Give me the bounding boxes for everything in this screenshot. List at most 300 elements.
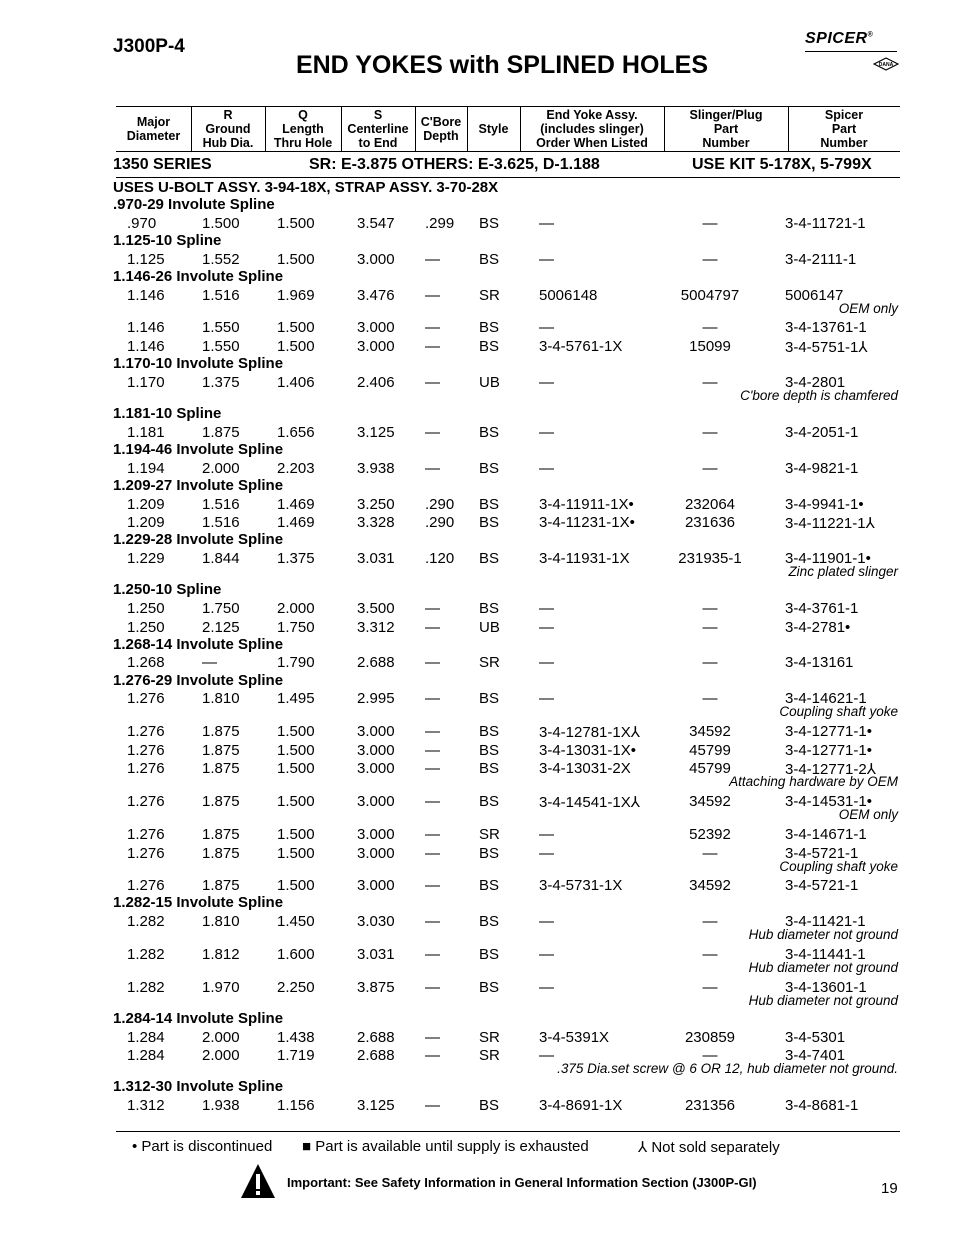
spline-section-title: 1.276-29 Involute Spline bbox=[113, 672, 284, 689]
table-cell: 34592 bbox=[689, 877, 731, 894]
table-cell: 1.790 bbox=[277, 654, 315, 671]
table-cell: 1.181 bbox=[127, 424, 165, 441]
table-cell: 231935-1 bbox=[678, 550, 742, 567]
table-cell: — bbox=[702, 690, 718, 707]
table-cell: 1.282 bbox=[127, 913, 165, 930]
table-cell: 1.810 bbox=[202, 913, 240, 930]
table-row bbox=[0, 460, 954, 478]
table-cell: 1.276 bbox=[127, 845, 165, 862]
row-note: Attaching hardware by OEM bbox=[729, 774, 898, 789]
table-cell: 3.312 bbox=[357, 619, 395, 636]
table-cell: BS bbox=[479, 215, 500, 232]
table-cell: 1.500 bbox=[277, 215, 315, 232]
row-note: Zinc plated slinger bbox=[788, 564, 898, 579]
table-cell: 3.000 bbox=[357, 845, 395, 862]
table-cell: — bbox=[425, 742, 440, 759]
table-cell: — bbox=[539, 600, 554, 617]
table-row bbox=[0, 877, 954, 895]
table-cell: 3-4-12781-1X⅄ bbox=[539, 724, 640, 741]
table-cell: 1.750 bbox=[202, 600, 240, 617]
table-cell: — bbox=[425, 877, 440, 894]
spline-section-title: 1.282-15 Involute Spline bbox=[113, 894, 284, 911]
table-cell: BS bbox=[479, 723, 500, 740]
table-cell: 3.000 bbox=[357, 251, 395, 268]
header-bottom-rule bbox=[116, 151, 900, 152]
table-cell: 1.844 bbox=[202, 550, 240, 567]
table-cell: — bbox=[539, 460, 554, 477]
table-cell: 1.438 bbox=[277, 1029, 315, 1046]
table-cell: 3-4-11441-1 bbox=[785, 946, 866, 963]
table-cell: 3.250 bbox=[357, 496, 395, 513]
table-cell: 232064 bbox=[684, 496, 736, 513]
table-cell: 3-4-14531-1• bbox=[785, 793, 872, 810]
column-header: End Yoke Assy. (includes slinger) Order When Listed bbox=[536, 108, 648, 150]
table-cell: 3-4-11931-1X bbox=[539, 550, 630, 567]
table-cell: 3-4-2781• bbox=[785, 619, 851, 636]
table-cell: UB bbox=[479, 374, 500, 391]
table-cell: — bbox=[425, 600, 440, 617]
table-cell: UB bbox=[479, 619, 500, 636]
table-row bbox=[0, 742, 954, 760]
page-number: 19 bbox=[881, 1180, 898, 1197]
table-cell: 3-4-13601-1 bbox=[785, 979, 867, 996]
table-cell: — bbox=[702, 215, 718, 232]
table-cell: BS bbox=[479, 845, 500, 862]
table-cell: 1.500 bbox=[277, 319, 315, 336]
table-cell: 3-4-5721-1 bbox=[785, 877, 859, 894]
table-cell: 2.250 bbox=[277, 979, 315, 996]
table-row bbox=[0, 338, 954, 356]
spline-section-title: 1.284-14 Involute Spline bbox=[113, 1010, 284, 1027]
table-cell: 1.812 bbox=[202, 946, 240, 963]
column-header: C'Bore Depth bbox=[420, 115, 462, 143]
table-cell: 3-4-11231-1X• bbox=[539, 514, 635, 531]
table-cell: 3-4-5751-1⅄ bbox=[785, 339, 868, 356]
table-cell: BS bbox=[479, 338, 500, 355]
table-cell: 1.500 bbox=[277, 251, 315, 268]
table-cell: 1.550 bbox=[202, 319, 240, 336]
table-cell: — bbox=[425, 979, 440, 996]
spline-section-title: 1.146-26 Involute Spline bbox=[113, 268, 284, 285]
spline-section-title: 1.312-30 Involute Spline bbox=[113, 1078, 284, 1095]
row-note: Hub diameter not ground bbox=[748, 993, 898, 1008]
table-cell: 1.719 bbox=[277, 1047, 315, 1064]
table-cell: 3-4-12771-1• bbox=[785, 742, 872, 759]
table-cell: 1.170 bbox=[127, 374, 165, 391]
table-cell: — bbox=[425, 1047, 440, 1064]
table-cell: SR bbox=[479, 826, 500, 843]
table-cell: SR bbox=[479, 287, 500, 304]
table-cell: 1.156 bbox=[277, 1097, 315, 1114]
table-cell: 2.688 bbox=[357, 654, 395, 671]
table-cell: 3-4-5391X bbox=[539, 1029, 610, 1046]
table-cell: .299 bbox=[425, 215, 455, 232]
table-cell: — bbox=[425, 913, 440, 930]
table-cell: 1.656 bbox=[277, 424, 315, 441]
table-cell: 1.500 bbox=[277, 877, 315, 894]
table-cell: 5006148 bbox=[539, 287, 598, 304]
table-cell: 3-4-13031-2X bbox=[539, 760, 631, 777]
table-row bbox=[0, 793, 954, 811]
table-cell: — bbox=[202, 654, 217, 671]
footer-rule bbox=[116, 1131, 900, 1132]
table-cell: 1.500 bbox=[277, 742, 315, 759]
table-cell: 1.810 bbox=[202, 690, 240, 707]
table-cell: — bbox=[702, 460, 718, 477]
table-cell: — bbox=[425, 760, 440, 777]
table-cell: — bbox=[425, 1029, 440, 1046]
table-cell: — bbox=[539, 1047, 554, 1064]
table-cell: 3-4-13031-1X• bbox=[539, 742, 636, 759]
table-cell: 1.500 bbox=[277, 793, 315, 810]
table-cell: BS bbox=[479, 913, 500, 930]
table-row bbox=[0, 287, 954, 305]
table-cell: — bbox=[539, 251, 554, 268]
table-cell: 1.500 bbox=[277, 338, 315, 355]
table-cell: — bbox=[539, 424, 554, 441]
row-note: Coupling shaft yoke bbox=[779, 859, 898, 874]
table-row bbox=[0, 319, 954, 337]
table-row bbox=[0, 215, 954, 233]
table-cell: 1.969 bbox=[277, 287, 315, 304]
table-cell: 3.328 bbox=[357, 514, 395, 531]
table-cell: BS bbox=[479, 514, 500, 531]
table-cell: 1.194 bbox=[127, 460, 165, 477]
table-cell: 3-4-9941-1• bbox=[785, 496, 864, 513]
table-cell: 5004797 bbox=[680, 287, 740, 304]
table-row bbox=[0, 424, 954, 442]
table-cell: 2.406 bbox=[357, 374, 395, 391]
table-cell: 1.970 bbox=[202, 979, 240, 996]
table-cell: — bbox=[425, 690, 440, 707]
table-cell: — bbox=[702, 619, 718, 636]
table-cell: 1.500 bbox=[277, 723, 315, 740]
table-cell: — bbox=[702, 1047, 718, 1064]
table-cell: 3-4-3761-1 bbox=[785, 600, 859, 617]
legend-supply: ■ Part is available until supply is exhausted bbox=[302, 1138, 589, 1155]
table-cell: 1.875 bbox=[202, 826, 240, 843]
table-cell: — bbox=[539, 654, 554, 671]
table-cell: — bbox=[702, 424, 718, 441]
table-cell: 1.375 bbox=[202, 374, 240, 391]
table-cell: 3-4-14541-1X⅄ bbox=[539, 794, 640, 811]
row-note: Hub diameter not ground bbox=[748, 960, 898, 975]
spline-section-title: 1.181-10 Spline bbox=[113, 405, 222, 422]
table-cell: 2.203 bbox=[277, 460, 315, 477]
table-cell: 3.000 bbox=[357, 723, 395, 740]
table-cell: .120 bbox=[425, 550, 455, 567]
table-cell: 2.995 bbox=[357, 690, 395, 707]
column-header: Q Length Thru Hole bbox=[273, 108, 333, 150]
table-cell: 3-4-13161 bbox=[785, 654, 854, 671]
table-cell: 3.000 bbox=[357, 793, 395, 810]
table-cell: — bbox=[702, 251, 718, 268]
table-cell: 3-4-8681-1 bbox=[785, 1097, 859, 1114]
table-cell: 1.375 bbox=[277, 550, 315, 567]
table-cell: 1.516 bbox=[202, 514, 240, 531]
table-cell: 1.516 bbox=[202, 496, 240, 513]
table-cell: 3.000 bbox=[357, 338, 395, 355]
table-cell: — bbox=[425, 1097, 440, 1114]
table-cell: — bbox=[425, 826, 440, 843]
table-cell: SR bbox=[479, 1047, 500, 1064]
table-cell: 230859 bbox=[684, 1029, 736, 1046]
column-header: S Centerline to End bbox=[347, 108, 409, 150]
table-cell: 15099 bbox=[689, 338, 731, 355]
table-cell: 1.500 bbox=[202, 215, 240, 232]
table-cell: 1.268 bbox=[127, 654, 165, 671]
table-cell: 1.209 bbox=[127, 514, 165, 531]
table-cell: 1.282 bbox=[127, 979, 165, 996]
row-note: OEM only bbox=[838, 807, 898, 822]
table-cell: 3.547 bbox=[357, 215, 395, 232]
table-cell: 3-4-11421-1 bbox=[785, 913, 866, 930]
table-cell: — bbox=[539, 845, 554, 862]
table-cell: — bbox=[702, 374, 718, 391]
dana-logo-text: DANA bbox=[878, 62, 894, 68]
table-cell: 231356 bbox=[684, 1097, 736, 1114]
table-cell: 1.450 bbox=[277, 913, 315, 930]
column-header: Spicer Part Number bbox=[820, 108, 868, 150]
table-cell: 1.600 bbox=[277, 946, 315, 963]
table-cell: BS bbox=[479, 742, 500, 759]
table-cell: 1.276 bbox=[127, 742, 165, 759]
table-cell: 1.938 bbox=[202, 1097, 240, 1114]
table-cell: 1.875 bbox=[202, 845, 240, 862]
table-cell: 3.000 bbox=[357, 742, 395, 759]
table-cell: .290 bbox=[425, 496, 455, 513]
table-cell: 2.000 bbox=[202, 1029, 240, 1046]
table-cell: 3-4-11721-1 bbox=[785, 215, 866, 232]
table-cell: 1.250 bbox=[127, 619, 165, 636]
table-cell: 1.284 bbox=[127, 1047, 165, 1064]
table-cell: — bbox=[425, 723, 440, 740]
table-cell: 2.000 bbox=[202, 1047, 240, 1064]
column-header: Slinger/Plug Part Number bbox=[689, 108, 763, 150]
row-note: Coupling shaft yoke bbox=[779, 704, 898, 719]
table-cell: — bbox=[702, 600, 718, 617]
table-cell: BS bbox=[479, 793, 500, 810]
table-cell: — bbox=[425, 619, 440, 636]
spline-section-title: 1.125-10 Spline bbox=[113, 232, 222, 249]
spline-section-title: 1.229-28 Involute Spline bbox=[113, 531, 284, 548]
legend-not-sold: ⅄ Not sold separately bbox=[638, 1139, 780, 1156]
table-cell: 1.276 bbox=[127, 793, 165, 810]
table-cell: 1.276 bbox=[127, 690, 165, 707]
table-cell: — bbox=[539, 826, 554, 843]
table-cell: 3-4-14621-1 bbox=[785, 690, 867, 707]
table-cell: BS bbox=[479, 1097, 500, 1114]
table-cell: 3.000 bbox=[357, 760, 395, 777]
table-cell: 3.031 bbox=[357, 946, 395, 963]
table-cell: 2.000 bbox=[202, 460, 240, 477]
table-cell: — bbox=[702, 913, 718, 930]
spline-section-title: 1.170-10 Involute Spline bbox=[113, 355, 284, 372]
row-note: OEM only bbox=[838, 301, 898, 316]
table-row bbox=[0, 514, 954, 532]
table-cell: — bbox=[702, 845, 718, 862]
table-cell: 1.875 bbox=[202, 793, 240, 810]
table-cell: 45799 bbox=[689, 742, 731, 759]
table-cell: 3-4-2801 bbox=[785, 374, 846, 391]
table-cell: 1.276 bbox=[127, 760, 165, 777]
table-cell: — bbox=[702, 654, 718, 671]
table-cell: 1.875 bbox=[202, 424, 240, 441]
column-header: R Ground Hub Dia. bbox=[202, 108, 254, 150]
table-cell: BS bbox=[479, 877, 500, 894]
table-cell: BS bbox=[479, 979, 500, 996]
table-row bbox=[0, 496, 954, 514]
table-cell: 3.000 bbox=[357, 319, 395, 336]
table-cell: 1.312 bbox=[127, 1097, 165, 1114]
table-cell: 2.688 bbox=[357, 1047, 395, 1064]
table-cell: 1.469 bbox=[277, 496, 315, 513]
table-cell: 3.500 bbox=[357, 600, 395, 617]
table-row bbox=[0, 1097, 954, 1115]
table-cell: — bbox=[702, 946, 718, 963]
table-cell: — bbox=[425, 654, 440, 671]
table-cell: 3-4-8691-1X bbox=[539, 1097, 623, 1114]
table-cell: — bbox=[425, 287, 440, 304]
table-cell: — bbox=[539, 946, 554, 963]
table-cell: 1.552 bbox=[202, 251, 240, 268]
table-cell: 1.750 bbox=[277, 619, 315, 636]
table-cell: 3.031 bbox=[357, 550, 395, 567]
table-cell: BS bbox=[479, 496, 500, 513]
series-sr: SR: E-3.875 OTHERS: E-3.625, D-1.188 bbox=[309, 156, 600, 173]
table-cell: 3-4-5731-1X bbox=[539, 877, 623, 894]
table-cell: 1.146 bbox=[127, 287, 165, 304]
row-note: C'bore depth is chamfered bbox=[740, 388, 898, 403]
table-cell: 2.688 bbox=[357, 1029, 395, 1046]
table-cell: — bbox=[539, 319, 554, 336]
table-cell: 45799 bbox=[689, 760, 731, 777]
table-cell: SR bbox=[479, 654, 500, 671]
spline-section-title: 1.250-10 Spline bbox=[113, 581, 222, 598]
table-cell: — bbox=[425, 338, 440, 355]
spline-section-title: 1.209-27 Involute Spline bbox=[113, 477, 284, 494]
table-cell: — bbox=[539, 215, 554, 232]
table-cell: 1.469 bbox=[277, 514, 315, 531]
column-header: Major Diameter bbox=[126, 115, 181, 143]
row-note: Hub diameter not ground bbox=[748, 927, 898, 942]
table-cell: 3-4-9821-1 bbox=[785, 460, 859, 477]
table-cell: 1.875 bbox=[202, 742, 240, 759]
table-cell: 3.125 bbox=[357, 424, 395, 441]
table-cell: 1.146 bbox=[127, 338, 165, 355]
table-cell: 3-4-5761-1X bbox=[539, 338, 623, 355]
table-cell: — bbox=[539, 979, 554, 996]
table-cell: — bbox=[425, 251, 440, 268]
table-cell: 1.875 bbox=[202, 723, 240, 740]
table-cell: 3.125 bbox=[357, 1097, 395, 1114]
row-note: .375 Dia.set screw @ 6 OR 12, hub diameter not ground. bbox=[557, 1061, 898, 1076]
table-cell: 1.875 bbox=[202, 877, 240, 894]
table-cell: 1.276 bbox=[127, 723, 165, 740]
table-cell: BS bbox=[479, 946, 500, 963]
table-cell: BS bbox=[479, 690, 500, 707]
table-cell: 3-4-12771-2⅄ bbox=[785, 761, 876, 778]
table-row bbox=[0, 826, 954, 844]
table-cell: — bbox=[539, 913, 554, 930]
table-cell: 3-4-11221-1⅄ bbox=[785, 515, 875, 532]
table-row bbox=[0, 654, 954, 672]
series-kit: USE KIT 5-178X, 5-799X bbox=[692, 156, 872, 173]
table-cell: — bbox=[425, 793, 440, 810]
table-row bbox=[0, 723, 954, 741]
table-cell: 1.282 bbox=[127, 946, 165, 963]
important-note: Important: See Safety Information in General Information Section (J300P-GI) bbox=[287, 1175, 757, 1190]
table-cell: 3-4-12771-1• bbox=[785, 723, 872, 740]
table-cell: 34592 bbox=[689, 723, 731, 740]
table-cell: BS bbox=[479, 550, 500, 567]
table-cell: 1.406 bbox=[277, 374, 315, 391]
table-cell: .970 bbox=[127, 215, 157, 232]
table-cell: 3.000 bbox=[357, 877, 395, 894]
table-cell: 1.500 bbox=[277, 826, 315, 843]
table-cell: 2.125 bbox=[202, 619, 240, 636]
column-header: Style bbox=[478, 122, 509, 136]
table-row bbox=[0, 600, 954, 618]
table-cell: 3-4-2051-1 bbox=[785, 424, 859, 441]
table-cell: BS bbox=[479, 251, 500, 268]
brand-text: SPICER bbox=[805, 30, 868, 47]
table-cell: 3-4-14671-1 bbox=[785, 826, 867, 843]
table-cell: 3.000 bbox=[357, 826, 395, 843]
table-cell: 3-4-5721-1 bbox=[785, 845, 859, 862]
table-cell: SR bbox=[479, 1029, 500, 1046]
table-cell: 3-4-5301 bbox=[785, 1029, 846, 1046]
spline-section-title: .970-29 Involute Spline bbox=[113, 196, 275, 213]
table-cell: 3-4-7401 bbox=[785, 1047, 846, 1064]
table-cell: — bbox=[702, 319, 718, 336]
uses-line: USES U-BOLT ASSY. 3-94-18X, STRAP ASSY. 3-70-28X bbox=[113, 179, 499, 196]
table-cell: 1.276 bbox=[127, 877, 165, 894]
warning-icon bbox=[240, 1163, 276, 1199]
table-cell: 34592 bbox=[689, 793, 731, 810]
table-cell: 3.030 bbox=[357, 913, 395, 930]
table-row bbox=[0, 1029, 954, 1047]
table-cell: 2.000 bbox=[277, 600, 315, 617]
table-cell: 3-4-11901-1• bbox=[785, 550, 871, 567]
table-cell: 3.476 bbox=[357, 287, 395, 304]
page-title: END YOKES with SPLINED HOLES bbox=[295, 51, 709, 79]
table-cell: 1.284 bbox=[127, 1029, 165, 1046]
table-cell: 1.229 bbox=[127, 550, 165, 567]
table-cell: — bbox=[539, 619, 554, 636]
table-cell: — bbox=[425, 946, 440, 963]
table-cell: BS bbox=[479, 424, 500, 441]
table-cell: 5006147 bbox=[785, 287, 844, 304]
table-cell: — bbox=[539, 374, 554, 391]
table-cell: 3-4-2111-1 bbox=[785, 251, 857, 268]
table-cell: 1.146 bbox=[127, 319, 165, 336]
table-cell: BS bbox=[479, 600, 500, 617]
series-name: 1350 SERIES bbox=[113, 156, 212, 173]
table-cell: .290 bbox=[425, 514, 455, 531]
table-cell: BS bbox=[479, 460, 500, 477]
spline-section-title: 1.268-14 Involute Spline bbox=[113, 636, 284, 653]
table-cell: 3-4-11911-1X• bbox=[539, 496, 634, 513]
table-cell: 231636 bbox=[684, 514, 736, 531]
table-cell: — bbox=[425, 374, 440, 391]
table-cell: — bbox=[539, 690, 554, 707]
table-cell: — bbox=[425, 424, 440, 441]
table-cell: — bbox=[702, 979, 718, 996]
spicer-brand: SPICER® bbox=[805, 30, 874, 47]
series-rule bbox=[116, 177, 900, 178]
table-cell: 1.500 bbox=[277, 760, 315, 777]
